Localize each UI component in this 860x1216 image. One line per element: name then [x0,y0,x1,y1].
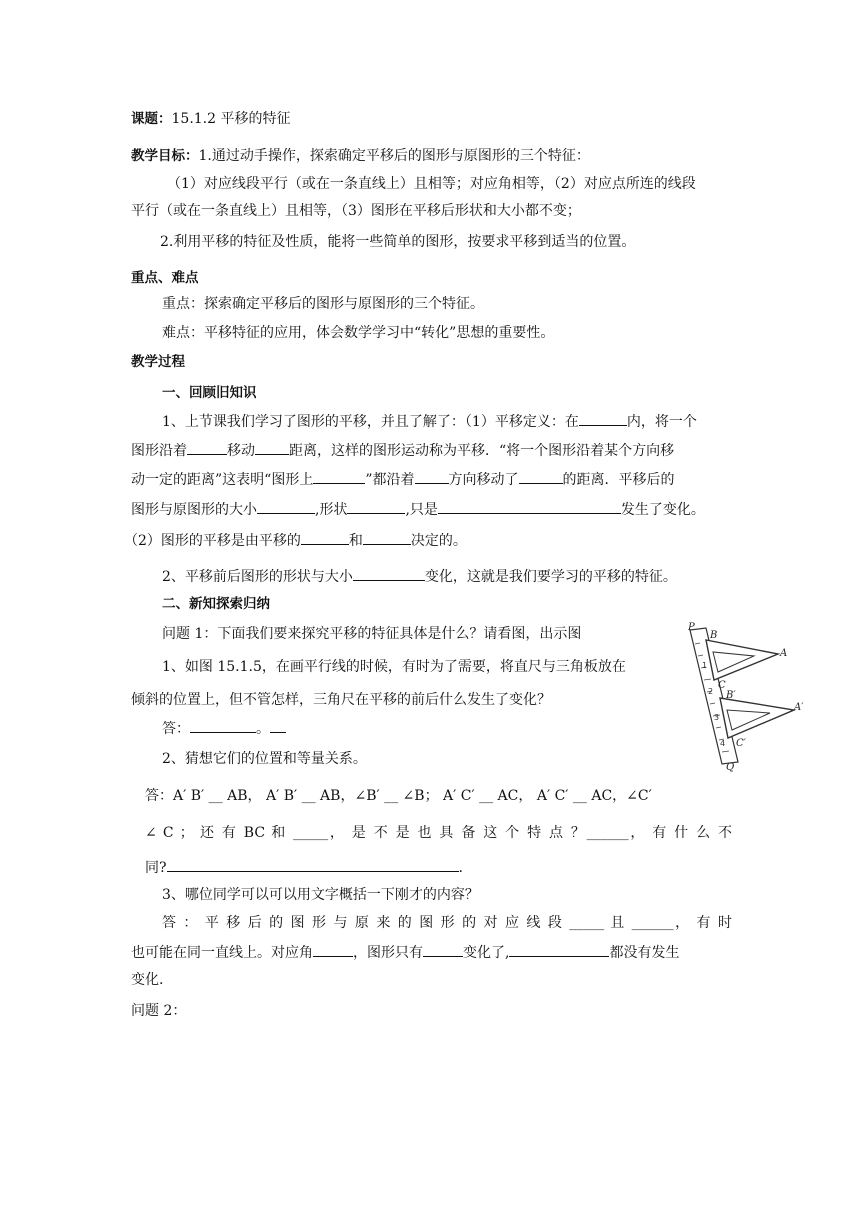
label-B: B [710,630,718,641]
blank[interactable] [255,440,289,455]
s1-line1: 1、如图 15.1.5，在画平行线的时候，有时为了需要，将直尺与三角板放在 [162,659,626,675]
q1-line1: 1、上节课我们学习了图形的平移，并且了解了：（1）平移定义：在 内，将一个 [162,411,697,432]
goals-line3: 平行（或在一条直线上）且相等，（3）图形在平移后形状和大小都不变； [131,203,581,219]
label-A-prime: A′ [794,702,804,713]
label-C-prime: C′ [736,738,746,749]
ruler-tick-3: 3 [714,713,720,722]
blank[interactable] [347,499,405,514]
lesson-title: 课题：15.1.2 平移的特征 [131,111,291,127]
blank[interactable] [438,499,621,514]
part2-heading: 二、新知探索归纳 [162,596,270,612]
problem1-text: 问题 1：下面我们要来探究平移的特征具体是什么？请看图，出示图 [162,626,582,642]
blank[interactable] [423,942,463,957]
ans2-line3: 同? . [145,857,463,878]
q1-line3: 动一定的距离”这表明“图形上 ”都沿着 方向移动了 的距离．平移后的 [131,469,675,490]
label-B-prime: B′ [726,690,736,701]
q1-line2: 图形沿着 移动 距离，这样的图形运动称为平移．“将一个图形沿着某个方向移 [131,440,674,461]
goals-line1: 教学目标：1.通过动手操作，探索确定平移后的图形与原图形的三个特征： [131,148,590,164]
blank[interactable] [415,469,449,484]
label-C: C [718,680,726,691]
difficult-point-text: 难点：平移特征的应用，体会数学学习中“转化”思想的重要性。 [162,325,555,341]
part1-heading: 一、回顾旧知识 [162,385,257,401]
blank[interactable] [509,942,609,957]
blank[interactable] [167,857,459,872]
blank[interactable] [579,411,627,426]
key-points-heading: 重点、难点 [131,270,199,286]
ans3-line1: 答 ： 平 移 后 的 图 形 与 原 来 的 图 形 的 对 应 线 段 _____ 且 ______， 有 时 [162,915,732,931]
process-heading: 教学过程 [131,354,185,370]
ruler-triangle-figure [680,622,820,772]
q2-line: 2、平移前后图形的形状与大小 变化，这就是我们要学习的平移的特征。 [162,566,677,587]
ans2-line1: 答：A′ B′ __ AB， A′ B′ __ AB，∠B′ __ ∠B； A′ C′ __ AC， A′ C′ __ AC，∠C′ [145,788,652,804]
goals-line4: 2.利用平移的特征及性质，能将一些简单的图形，按要求平移到适当的位置。 [160,234,636,250]
goals-line2: （1）对应线段平行（或在一条直线上）且相等；对应角相等，（2）对应点所连的线段 [167,176,696,192]
blank[interactable] [301,530,349,545]
blank[interactable] [270,718,286,733]
ans2-line2: ∠ C ； 还 有 BC 和 _____， 是 不 是 也 具 备 这 个 特 点 ？______， 有 什 么 不 [145,825,732,841]
blank[interactable] [313,469,365,484]
s2-line: 2、猜想它们的位置和等量关系。 [162,751,367,767]
blank[interactable] [353,566,425,581]
s1-line2: 倾斜的位置上，但不管怎样，三角尺在平移的前后什么发生了变化？ [131,692,551,708]
ans3-line2: 也可能在同一直线上。对应角 ，图形只有 变化了, 都没有发生 [131,942,679,963]
key-point-text: 重点：探索确定平移后的图形与原图形的三个特征。 [162,296,484,312]
triangle-translated [720,698,794,738]
ruler-tick-2: 2 [708,687,714,696]
label-P: P [688,622,695,633]
blank[interactable] [257,499,315,514]
ans1-line: 答： 。 [162,718,286,739]
blank[interactable] [519,469,563,484]
blank[interactable] [187,440,227,455]
ruler-tick-4: 4 [720,739,726,748]
triangle-original [706,640,778,680]
blank[interactable] [190,718,256,733]
problem2-text: 问题 2： [131,1003,187,1019]
s3-line: 3、哪位同学可以可以用文字概括一下刚才的内容？ [162,887,479,903]
blank[interactable] [313,942,353,957]
label-A: A [780,648,788,659]
blank[interactable] [363,530,411,545]
q1-line4: 图形与原图形的大小 ,形状 ,只是 发生了变化。 [131,499,705,520]
ans3-line3: 变化. [131,972,164,988]
q1-line5: （2）图形的平移是由平移的 和 决定的。 [124,530,467,551]
ruler-tick-1: 1 [702,661,708,670]
label-Q: Q [726,762,735,772]
